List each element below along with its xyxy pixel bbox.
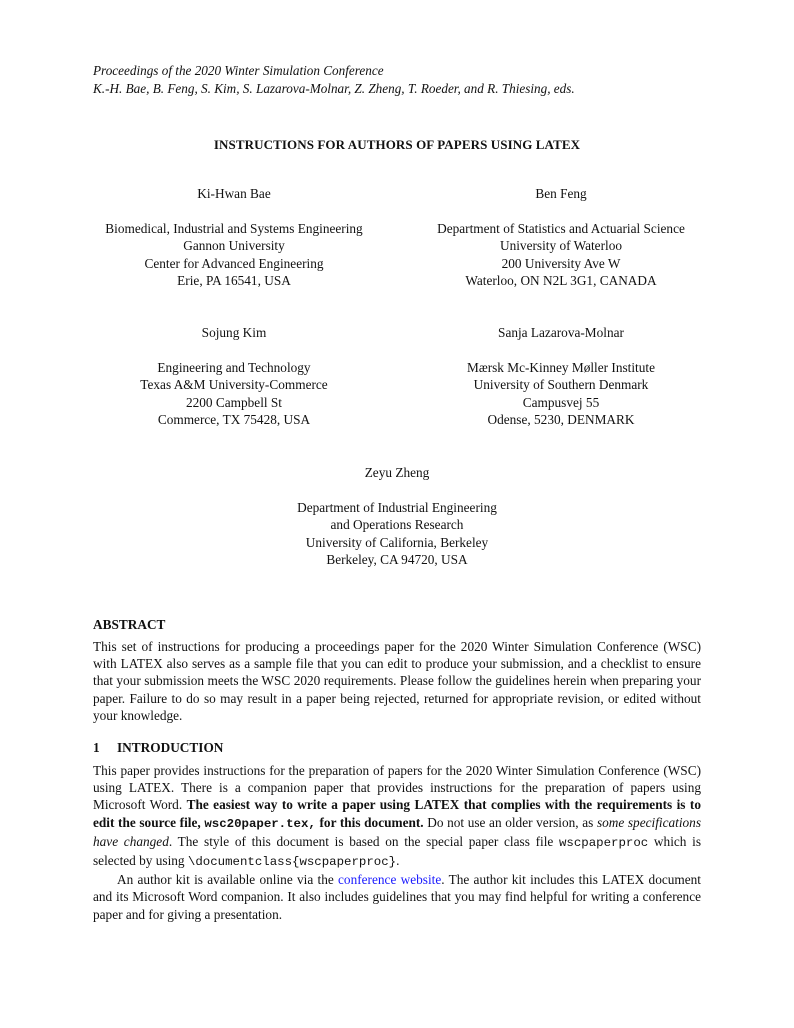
affiliation-line: University of Southern Denmark — [473, 377, 649, 392]
affiliation-line: and Operations Research — [330, 517, 464, 532]
author-name: Ben Feng — [535, 186, 587, 201]
paper-title: INSTRUCTIONS FOR AUTHORS OF PAPERS USING LATEX — [213, 137, 581, 152]
affiliation-line: Berkeley, CA 94720, USA — [326, 552, 468, 567]
affiliation-line: University of California, Berkeley — [305, 534, 489, 550]
author-name: Ki-Hwan Bae — [197, 186, 271, 201]
proceedings-title: Proceedings of the 2020 Winter Simulation Conference — [93, 63, 384, 78]
affiliation-line: Engineering and Technology — [157, 359, 311, 375]
text-run: Do not use an older version, as — [423, 814, 597, 830]
affiliation-line: Commerce, TX 75428, USA — [157, 412, 311, 427]
class-filename: wscpaperproc — [559, 835, 649, 850]
text-run: which is selected by using — [93, 833, 702, 869]
author-block-3 — [93, 324, 375, 429]
section-title: INTRODUCTION — [117, 740, 224, 755]
affiliation-line: Department of Statistics and Actuarial Science — [437, 220, 685, 236]
affiliation-line: Waterloo, ON N2L 3G1, CANADA — [465, 273, 657, 288]
affiliation-line: Texas A&M University-Commerce — [140, 377, 328, 392]
latex-logo: LATEX — [128, 780, 171, 796]
text-run: An author kit is available online via the — [117, 872, 339, 888]
abstract-text — [93, 638, 701, 724]
text-run: This paper provides instructions for the preparation of papers for the 2020 Winter Simulation Conference (WSC) using — [93, 763, 701, 796]
text-run: . The style of this document is based on the special paper class file — [168, 833, 559, 849]
affiliation-line: Gannon University — [183, 238, 285, 253]
author-name: Sojung Kim — [201, 325, 267, 340]
text-run: that complies with the requirements is to edit the source file, — [93, 797, 701, 830]
section-heading-introduction — [93, 740, 223, 756]
affiliation-line: Erie, PA 16541, USA — [177, 273, 291, 288]
author-name: Sanja Lazarova-Molnar — [498, 325, 624, 340]
text-run: document and its Microsoft Word companion. It also includes guidelines that you may find helpful for writing a conference paper and for giving a presentation. — [93, 872, 701, 922]
latex-logo: LATEX — [602, 872, 645, 888]
author-block-4 — [420, 324, 702, 429]
abstract-heading: ABSTRACT — [93, 617, 166, 632]
proceedings-editors: K.-H. Bae, B. Feng, S. Kim, S. Lazarova-Molnar, Z. Zheng, T. Roeder, and R. Thiesing, eds. — [93, 81, 575, 96]
text-run: The easiest way to write a paper using — [186, 797, 415, 813]
author-block-2 — [420, 185, 702, 290]
source-filename: wsc20paper.tex, — [204, 816, 316, 831]
intro-paragraph-2 — [93, 871, 701, 923]
section-number: 1 — [93, 740, 100, 755]
text-run: . — [396, 853, 400, 869]
affiliation-line: 2200 Campbell St — [185, 394, 283, 410]
text-run: . There is a companion paper that provides instructions for the preparation of papers using Microsoft Word. — [93, 780, 701, 813]
affiliation-line: Odense, 5230, DENMARK — [487, 412, 635, 427]
intro-paragraph-1 — [93, 762, 701, 923]
abstract-text-part: also serves as a sample file that you can edit to produce your submission, and a checklist to ensure that your submission meets the WSC 2020 requirements. Please follow the guidelines herein when preparing your paper. Failure to do so may result in a paper being rejected, returned for appropriate revision, or edited without your knowledge. — [93, 656, 701, 723]
proceedings-header — [93, 62, 575, 98]
affiliation-line: Mærsk Mc-Kinney Møller Institute — [467, 359, 655, 375]
latex-logo: LATEX — [120, 656, 163, 672]
affiliation-line: University of Waterloo — [499, 238, 623, 253]
affiliation-line: Department of Industrial Engineering — [297, 499, 497, 515]
affiliation-line: Center for Advanced Engineering — [144, 255, 324, 271]
latex-logo: LATEX — [414, 797, 460, 813]
author-block-5 — [240, 464, 554, 569]
affiliation-line: Campusvej 55 — [522, 394, 600, 410]
text-run: for this document. — [315, 814, 424, 830]
italic-run: some specifications have changed — [93, 814, 701, 849]
author-name: Zeyu Zheng — [364, 465, 430, 480]
author-block-1 — [93, 185, 375, 290]
documentclass-command: \documentclass{wscpaperproc} — [187, 855, 397, 870]
abstract-text-part: This set of instructions for producing a proceedings paper for the 2020 Winter Simulation Conference (WSC) with — [93, 639, 701, 672]
conference-website-link[interactable]: conference website — [338, 872, 442, 888]
text-run: . The author kit includes this — [441, 872, 603, 888]
affiliation-line: 200 University Ave W — [501, 255, 621, 271]
affiliation-line: Biomedical, Industrial and Systems Engineering — [105, 220, 363, 236]
